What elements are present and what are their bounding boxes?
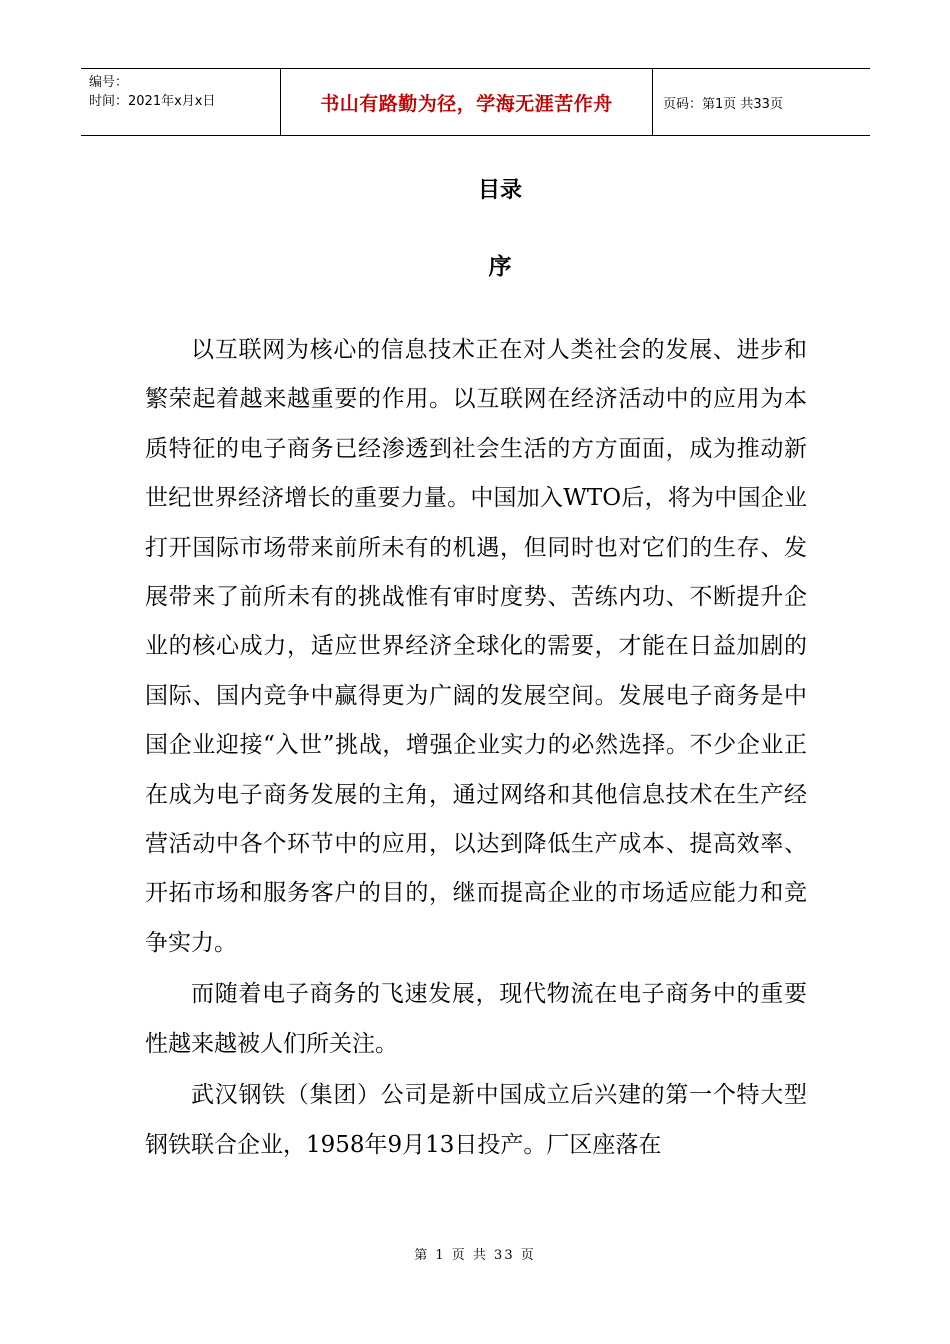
- document-body: [145, 326, 807, 1170]
- page-header: [81, 68, 870, 136]
- paragraph: 以互联网为核心的信息技术正在对人类社会的发展、进步和繁荣起着越来越重要的作用。以互联网在经济活动中的应用为本质特征的电子商务已经渗透到社会生活的方方面面，成为推动新世纪世界经济增长的重要力量。中国加入WTO后，将为中国企业打开国际市场带来前所未有的机遇，但同时也对它们的生存、发展带来了前所未有的挑战惟有审时度势、苦练内功、不断提升企业的核心成力，适应世界经济全球化的需要，才能在日益加剧的国际、国内竞争中赢得更为广阔的发展空间。发展电子商务是中国企业迎接“入世”挑战，增强企业实力的必然选择。不少企业正在成为电子商务发展的主角，通过网络和其他信息技术在生产经营活动中各个环节中的应用，以达到降低生产成本、提高效率、开拓市场和服务客户的目的，继而提高企业的市场适应能力和竞争实力。: [145, 337, 807, 956]
- preface-title: 序: [488, 254, 512, 280]
- header-page-info: 页码：第1页 共33页: [663, 96, 783, 112]
- toc-title: 目录: [477, 178, 522, 203]
- header-meta: [81, 69, 281, 135]
- paragraph: 武汉钢铁（集团）公司是新中国成立后兴建的第一个特大型钢铁联合企业，1958年9月13日投产。厂区座落在: [145, 1082, 807, 1158]
- header-time-label: 时间：2021年x月x日: [89, 94, 216, 109]
- page-footer: 第 1 页 共 33 页: [414, 1248, 536, 1263]
- header-motto: 书山有路勤为径，学海无涯苦作舟: [281, 69, 653, 135]
- paragraph: 而随着电子商务的飞速发展，现代物流在电子商务中的重要性越来越被人们所关注。: [145, 981, 807, 1057]
- header-number-label: 编号：: [89, 75, 129, 90]
